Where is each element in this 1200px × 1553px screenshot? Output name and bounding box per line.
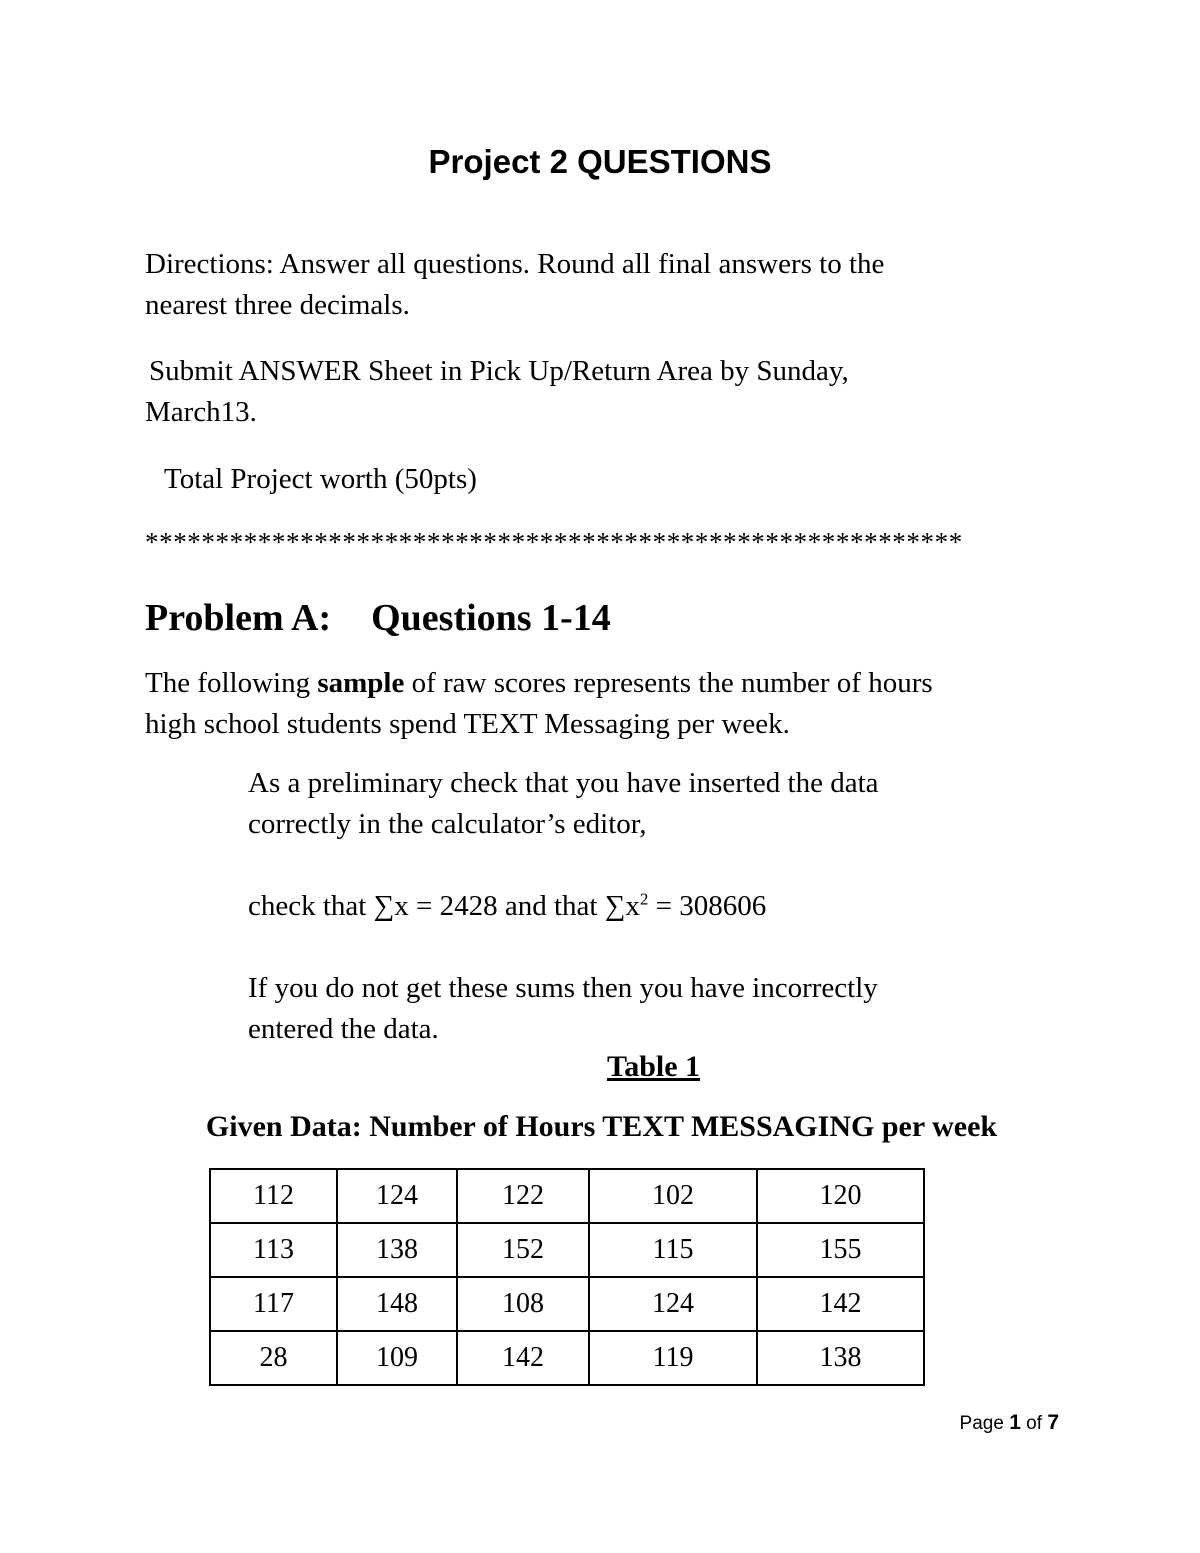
table-row	[210, 1223, 924, 1277]
warning-line-2: entered the data.	[248, 1013, 439, 1045]
submit-text	[145, 351, 849, 433]
table-cell: 142	[457, 1331, 589, 1385]
page-number: 1	[1009, 1411, 1021, 1434]
table-cell: 115	[589, 1223, 757, 1277]
check-line-1: As a preliminary check that you have inserted the data	[248, 767, 879, 799]
problem-label: Problem A:	[145, 597, 332, 639]
table-cell: 28	[210, 1331, 337, 1385]
total-worth: Total Project worth (50pts)	[164, 463, 477, 495]
table-row	[210, 1331, 924, 1385]
problem-questions: Questions 1-14	[371, 597, 611, 639]
table-cell: 117	[210, 1277, 337, 1331]
table-caption: Table 1	[606, 1050, 701, 1083]
intro-text	[145, 663, 933, 745]
table-cell: 122	[457, 1169, 589, 1223]
directions-line-2: nearest three decimals.	[145, 289, 410, 321]
table-cell: 102	[589, 1169, 757, 1223]
submit-line-1: Submit ANSWER Sheet in Pick Up/Return Area by Sunday,	[149, 355, 849, 387]
table-row	[210, 1277, 924, 1331]
table-cell: 155	[757, 1223, 924, 1277]
submit-line-2: March13.	[145, 396, 257, 428]
page-footer: Page 1 of 7	[959, 1411, 1059, 1434]
table-cell: 124	[337, 1169, 457, 1223]
table-cell: 142	[757, 1277, 924, 1331]
page-title: Project 2 QUESTIONS	[428, 143, 772, 180]
table-title: Given Data: Number of Hours TEXT MESSAGING per week	[205, 1110, 998, 1143]
check-line-2: correctly in the calculator’s editor,	[248, 808, 647, 840]
table-cell: 109	[337, 1331, 457, 1385]
table-cell: 124	[589, 1277, 757, 1331]
page-total: 7	[1047, 1411, 1059, 1434]
check-text	[248, 763, 879, 845]
sum-check: check that ∑x = 2428 and that $\sum x^2 = 308606$	[248, 889, 767, 922]
sample-emphasis: sample	[317, 667, 405, 699]
warning-line-1: If you do not get these sums then you have incorrectly	[248, 972, 878, 1004]
table-row	[210, 1169, 924, 1223]
table-cell: 138	[337, 1223, 457, 1277]
intro-line-2: high school students spend TEXT Messaging per week.	[145, 708, 790, 740]
warning-text	[248, 968, 878, 1050]
data-table	[209, 1168, 925, 1386]
divider-stars: **********************************************************	[145, 527, 963, 557]
table-cell: 148	[337, 1277, 457, 1331]
table-cell: 138	[757, 1331, 924, 1385]
table-cell: 119	[589, 1331, 757, 1385]
table-cell: 108	[457, 1277, 589, 1331]
problem-heading	[145, 596, 611, 640]
directions-line-1: Directions: Answer all questions. Round all final answers to the	[145, 248, 885, 280]
table-cell: 152	[457, 1223, 589, 1277]
table-cell: 113	[210, 1223, 337, 1277]
table-cell: 120	[757, 1169, 924, 1223]
intro-line-1: The following sample of raw scores represents the number of hours	[145, 667, 933, 699]
table-cell: 112	[210, 1169, 337, 1223]
directions-text	[145, 244, 884, 326]
